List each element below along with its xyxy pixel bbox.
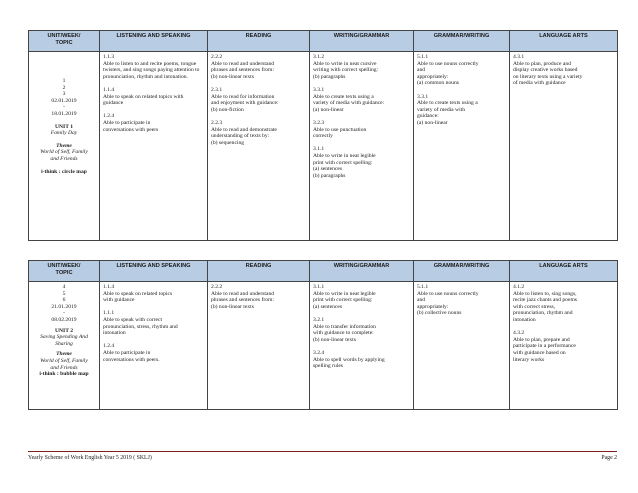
writing-grammar-cell: [310, 52, 414, 241]
reading-text: 2.2.2 Able to read and understand phrases and sentences from: (b) non-linear texts: [211, 284, 275, 310]
page-number: Page 2: [601, 455, 617, 461]
language-arts-cell: [510, 52, 618, 241]
reading-cell: [208, 282, 310, 410]
theme-label: Theme: [56, 351, 72, 358]
unit-number: UNIT 1: [54, 123, 74, 130]
table-header-row: [29, 261, 618, 282]
listening-speaking-cell: [100, 282, 208, 410]
scheme-table-2: [28, 260, 618, 410]
theme-label: Theme: [56, 142, 72, 149]
grammar-text: 5.1.1 Able to use nouns correctly and appropriately: (a) common nouns 3.3.1 Able to create texts using a variety of media with guidance: (a) non-linear: [417, 54, 479, 126]
theme-text: World of Self, Family and Friends: [40, 149, 88, 162]
reading-text: 2.2.2 Able to read and understand phrases and sentences from: (b) non-linear texts 2.3.1 Able to read for information and enjoyment with guidance: (b) non-fiction 2.2.3 Able to read and demonstrate understanding of texts by: (b) sequencing: [211, 54, 279, 146]
header-unit-week-topic: UNIT/WEEK/ TOPIC: [29, 261, 100, 282]
unit-number: UNIT 2: [54, 327, 74, 334]
arts-text: 4.3.1 Able to plan, produce and display creative works based on literary texts using a variety of media with guidance: [513, 54, 583, 87]
date-start: 02.01.2019: [51, 97, 77, 104]
ithink-map: i-think : circle map: [41, 168, 87, 175]
header-unit-week-topic: UNIT/WEEK/ TOPIC: [29, 31, 100, 52]
grammar-writing-cell: [414, 282, 510, 410]
unit-title: Saving Spending And Sharing: [40, 334, 88, 347]
header-listening-speaking: LISTENING AND SPEAKING: [100, 31, 208, 52]
header-writing-grammar: WRITING/GRAMMAR: [310, 261, 414, 282]
scheme-table-1: [28, 30, 618, 241]
page-footer: [28, 451, 617, 461]
header-grammar-writing: GRAMMAR/WRITING: [414, 261, 510, 282]
unit-topic-cell: [29, 282, 100, 410]
header-grammar-writing: GRAMMAR/WRITING: [414, 31, 510, 52]
week-numbers: 1 2 3: [62, 78, 66, 98]
header-reading: READING: [208, 31, 310, 52]
grammar-text: 5.1.1 Able to use nouns correctly and appropriately: (b) collective nouns: [417, 284, 479, 317]
theme-text: World of Self, Family and Friends: [40, 357, 88, 371]
header-reading: READING: [208, 261, 310, 282]
reading-cell: [208, 52, 310, 241]
date-end: 18.01.2019: [51, 110, 77, 117]
writing-text: 3.1.2 Able to write in neat cursive writing with correct spelling: (b) paragraphs 3.3.1 Able to create texts using a variety of media with guidance: (a) non-linear 3.2.3 Able to use punctuation correctly 3.1.1 Able to write in neat legible print with correct spelling: (a) sentences (b) paragraphs: [313, 54, 385, 179]
unit-topic-cell: [29, 52, 100, 241]
date-separator: -: [63, 310, 65, 317]
header-writing-grammar: WRITING/GRAMMAR: [310, 31, 414, 52]
listening-text: 1.1.4 Able to speak on related topics with guidance 1.1.1 Able to speak with correct pronunciation, stress, rhythm and intonation 1.2.4 Able to participate in conversations with peers.: [103, 284, 178, 363]
header-language-arts: LANGUAGE ARTS: [510, 261, 618, 282]
date-end: 08.02.2019: [51, 316, 77, 323]
date-separator: -: [63, 104, 65, 111]
header-listening-speaking: LISTENING AND SPEAKING: [100, 261, 208, 282]
language-arts-cell: [510, 282, 618, 410]
ithink-map: i-think : bubble map: [39, 371, 89, 378]
week-numbers: 4 5 6: [62, 284, 66, 304]
table-row: [29, 52, 618, 241]
date-start: 21.01.2019: [51, 303, 77, 310]
listening-text: 1.1.3 Able to listen to and recite poems, tongue twisters, and sing songs paying attention to pronunciation, rhythm and intonation. 1.1.4 Able to speak on related topics with guidance 1.2.4 Able to participate in conversations with peers: [103, 54, 200, 133]
writing-text: 3.1.1 Able to write in neat legible print with correct spelling: (a) sentences 3.2.1 Able to transfer information with guidance to complete: (b) non-linear texts 3.2.4 Able to spell words by applying spelling rules: [313, 284, 385, 370]
grammar-writing-cell: [414, 52, 510, 241]
arts-text: 4.1.2 Able to listen to, sing songs, recite jazz chants and poems with correct stress, pronunciation, rhythm and intonation 4.3.2 Able to plan, prepare and participate in a performance with guidance based on literary works: [513, 284, 577, 363]
listening-speaking-cell: [100, 52, 208, 241]
table-header-row: [29, 31, 618, 52]
writing-grammar-cell: [310, 282, 414, 410]
header-language-arts: LANGUAGE ARTS: [510, 31, 618, 52]
unit-title: Family Day: [50, 130, 78, 137]
table-row: [29, 282, 618, 410]
footer-title: Yearly Scheme of Work English Year 5 2019 ( SKLJ): [28, 455, 152, 461]
